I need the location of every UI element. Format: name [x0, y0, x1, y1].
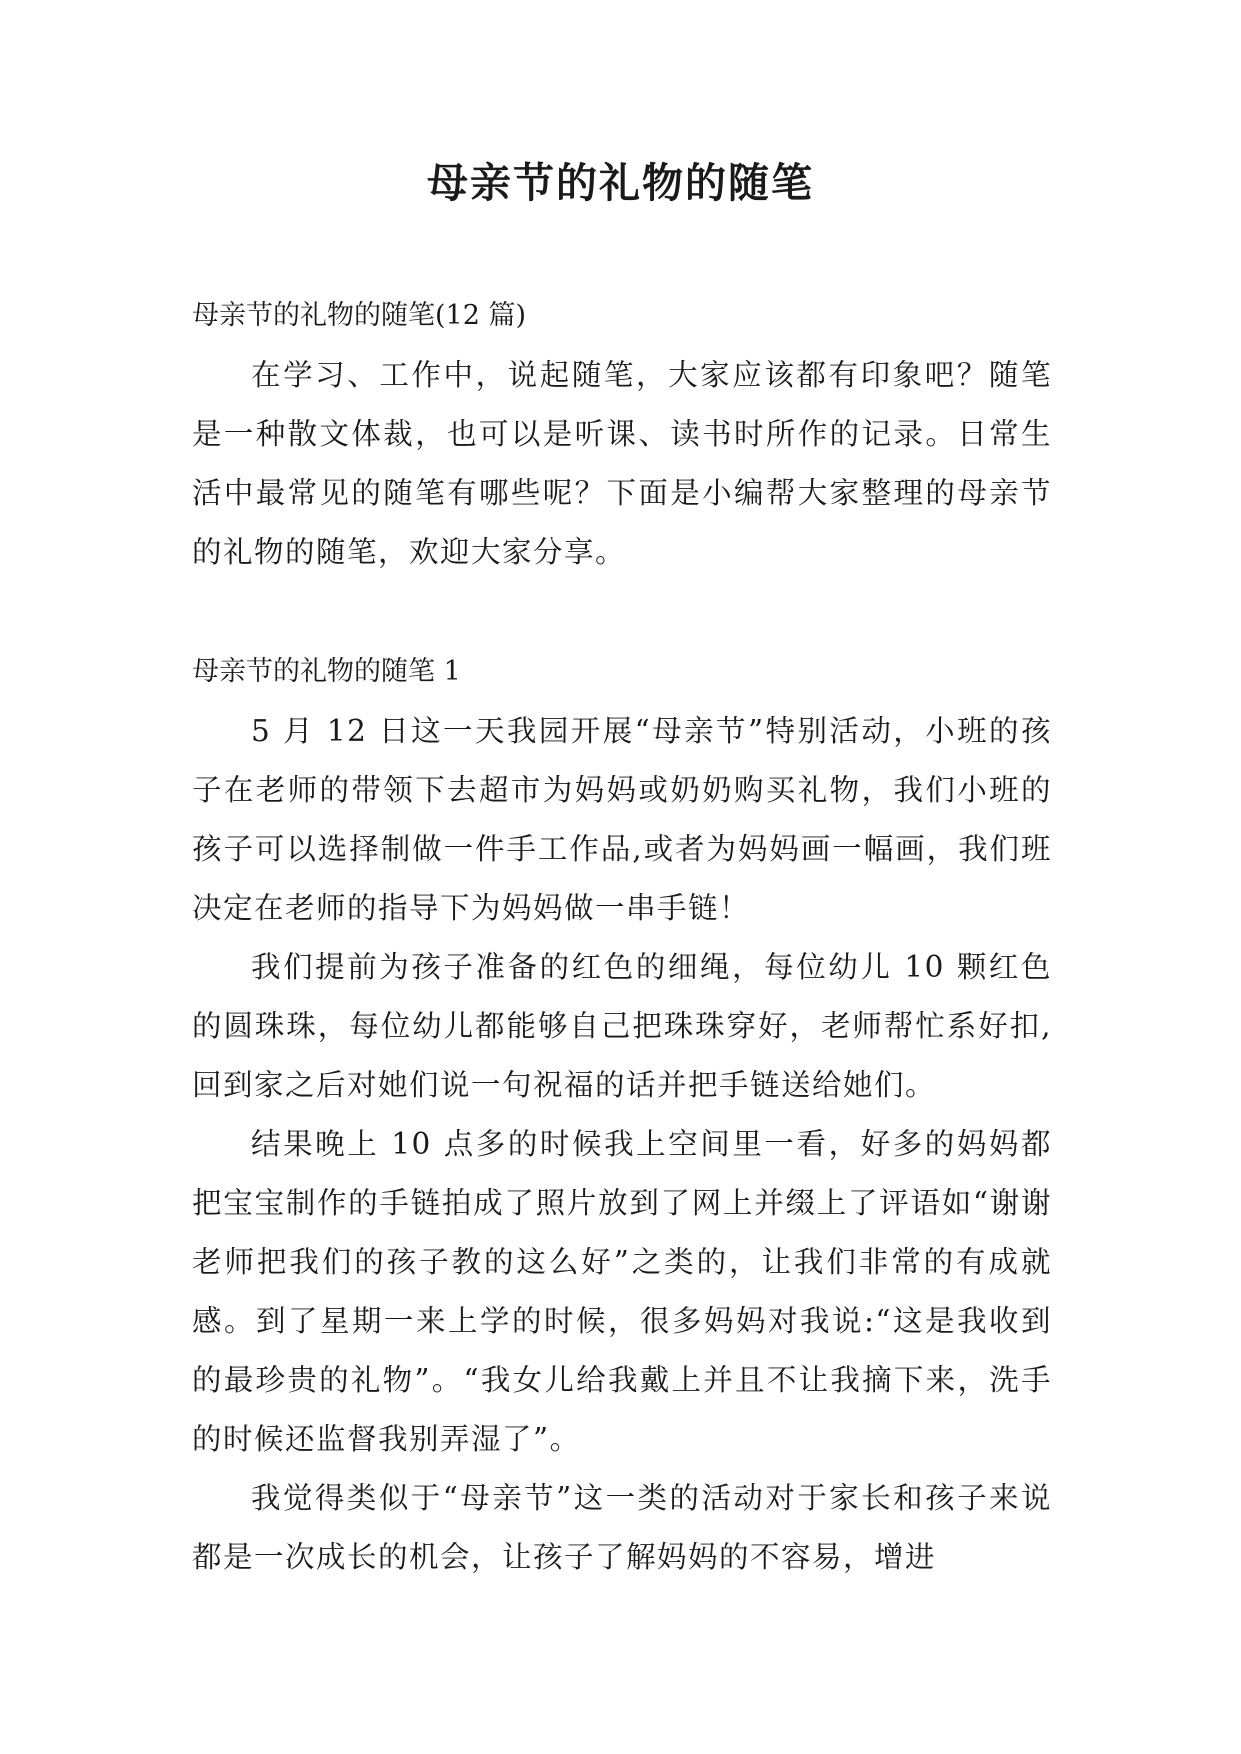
document-title: 母亲节的礼物的随笔 [427, 159, 814, 207]
section-spacer [192, 582, 1052, 642]
body-paragraph-3: 结果晚上 10 点多的时候我上空间里一看，好多的妈妈都把宝宝制作的手链拍成了照片放到了网上并缀上了评语如“谢谢老师把我们的孩子教的这么好”之类的，让我们非常的有成就感。到了星期一来上学的时候，很多妈妈对我说:“这是我收到的最珍贵的礼物”。“我女儿给我戴上并且不让我摘下来，洗手的时候还监督我别弄湿了”。 [192, 1127, 1052, 1456]
section-heading: 母亲节的礼物的随笔 1 [192, 656, 461, 687]
document-subtitle: 母亲节的礼物的随笔(12 篇) [192, 300, 527, 331]
intro-paragraph: 在学习、工作中，说起随笔，大家应该都有印象吧？随笔是一种散文体裁，也可以是听课、读书时所作的记录。日常生活中最常见的随笔有哪些呢？下面是小编帮大家整理的母亲节的礼物的随笔，欢迎大家分享。 [192, 358, 1052, 569]
body-paragraph-2: 我们提前为孩子准备的红色的细绳，每位幼儿 10 颗红色的圆珠珠，每位幼儿都能够自己把珠珠穿好，老师帮忙系好扣,回到家之后对她们说一句祝福的话并把手链送给她们。 [192, 950, 1052, 1102]
document-body [192, 286, 1052, 1587]
body-paragraph-1: 5 月 12 日这一天我园开展“母亲节”特别活动，小班的孩子在老师的带领下去超市为妈妈或奶奶购买礼物，我们小班的孩子可以选择制做一件手工作品,或者为妈妈画一幅画，我们班决定在老师的指导下为妈妈做一串手链！ [192, 714, 1052, 925]
body-paragraph-4: 我觉得类似于“母亲节”这一类的活动对于家长和孩子来说都是一次成长的机会，让孩子了解妈妈的不容易，增进 [192, 1481, 1052, 1574]
